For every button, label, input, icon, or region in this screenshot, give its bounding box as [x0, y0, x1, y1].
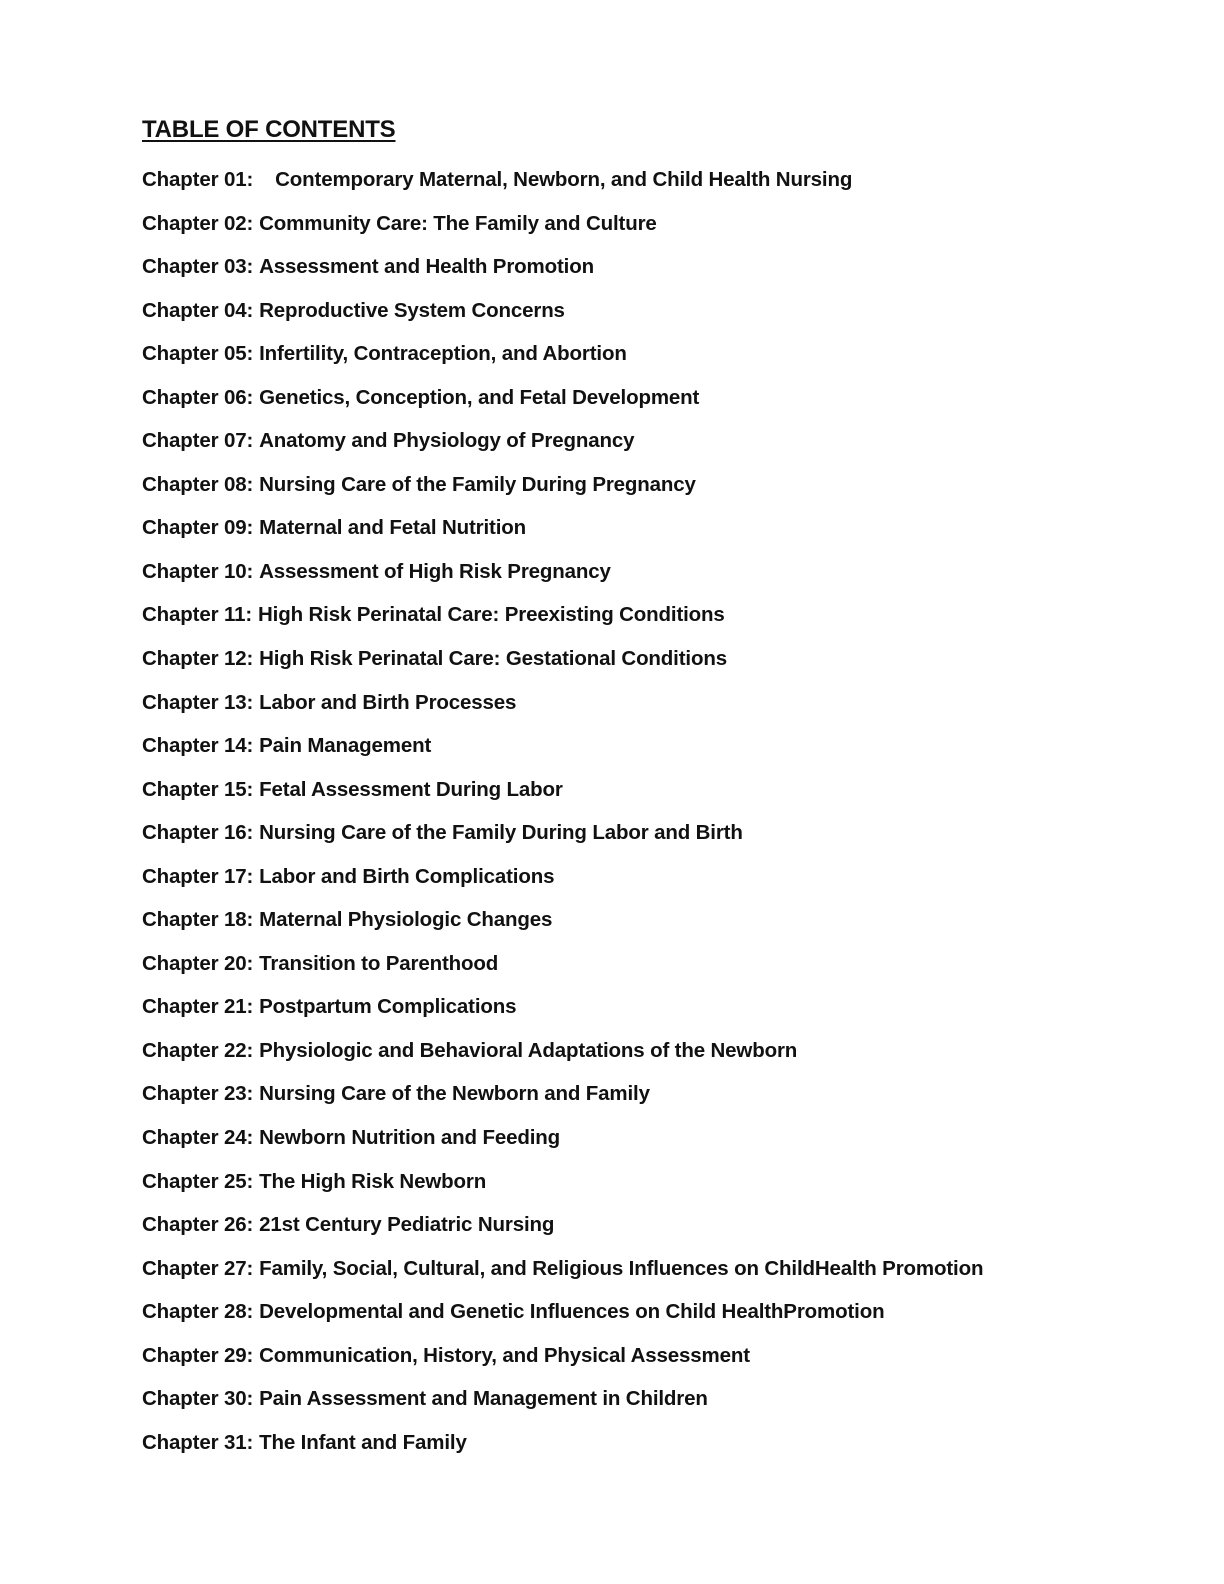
chapter-title: Labor and Birth Complications	[259, 864, 555, 888]
toc-entry	[142, 514, 983, 558]
chapter-number: Chapter 27:	[142, 1256, 254, 1280]
chapter-number: Chapter 20:	[142, 951, 254, 975]
toc-entry	[142, 993, 983, 1037]
toc-entry	[142, 1037, 983, 1081]
toc-entry	[142, 1255, 983, 1299]
chapter-title: Community Care: The Family and Culture	[259, 211, 657, 235]
chapter-title: Maternal and Fetal Nutrition	[259, 516, 527, 540]
chapter-number: Chapter 10:	[142, 559, 254, 583]
toc-entry	[142, 384, 983, 428]
toc-entry	[142, 732, 983, 776]
chapter-number: Chapter 26:	[142, 1213, 254, 1237]
toc-entry	[142, 1168, 983, 1212]
chapter-number: Chapter 07:	[142, 429, 254, 453]
chapter-number: Chapter 29:	[142, 1343, 254, 1367]
chapter-number: Chapter 25:	[142, 1169, 254, 1193]
chapter-title: Pain Management	[259, 734, 432, 758]
chapter-number: Chapter 16:	[142, 821, 254, 845]
toc-entry	[142, 689, 983, 733]
chapter-number: Chapter 14:	[142, 734, 254, 758]
chapter-number: Chapter 21:	[142, 995, 254, 1019]
toc-entry	[142, 1429, 983, 1473]
chapter-title: Communication, History, and Physical Assessment	[259, 1343, 750, 1367]
chapter-title: Nursing Care of the Newborn and Family	[259, 1082, 650, 1106]
toc-entry	[142, 1124, 983, 1168]
toc-entry	[142, 601, 983, 645]
chapter-title: Physiologic and Behavioral Adaptations of the Newborn	[259, 1038, 798, 1062]
chapter-title: 21st Century Pediatric Nursing	[259, 1213, 555, 1237]
chapter-number: Chapter 13:	[142, 690, 254, 714]
chapter-title: The Infant and Family	[259, 1430, 467, 1454]
toc-entry	[142, 1298, 983, 1342]
chapter-number: Chapter 17:	[142, 864, 254, 888]
toc-entry	[142, 1211, 983, 1255]
toc-entry	[142, 776, 983, 820]
toc-entry	[142, 253, 983, 297]
toc-entry	[142, 819, 983, 863]
chapter-title: Fetal Assessment During Labor	[259, 777, 563, 801]
chapter-title: Contemporary Maternal, Newborn, and Child Health Nursing	[275, 168, 853, 191]
toc-entry	[142, 1385, 983, 1429]
toc-entry	[142, 558, 983, 602]
chapter-title: Reproductive System Concerns	[259, 298, 565, 322]
chapter-title: Assessment and Health Promotion	[259, 255, 594, 279]
chapter-number: Chapter 30:	[142, 1387, 254, 1411]
toc-entry	[142, 645, 983, 689]
toc-entry	[142, 950, 983, 994]
chapter-number: Chapter 24:	[142, 1126, 254, 1150]
chapter-number: Chapter 28:	[142, 1300, 254, 1324]
chapter-title: Genetics, Conception, and Fetal Development	[259, 385, 700, 409]
chapter-number: Chapter 23:	[142, 1082, 254, 1106]
chapter-number: Chapter 01:	[142, 168, 254, 191]
chapter-title: The High Risk Newborn	[259, 1169, 487, 1193]
toc-entry	[142, 1342, 983, 1386]
chapter-title: Infertility, Contraception, and Abortion	[259, 342, 627, 366]
chapter-title: Labor and Birth Processes	[259, 690, 517, 714]
chapter-title: High Risk Perinatal Care: Preexisting Conditions	[258, 603, 725, 627]
toc-entry	[142, 340, 983, 384]
chapter-number: Chapter 15:	[142, 777, 254, 801]
chapter-title: Anatomy and Physiology of Pregnancy	[259, 429, 635, 453]
chapter-number: Chapter 22:	[142, 1038, 254, 1062]
chapter-number: Chapter 08:	[142, 472, 254, 496]
chapter-title: High Risk Perinatal Care: Gestational Conditions	[259, 647, 727, 671]
chapter-number: Chapter 05:	[142, 342, 254, 366]
toc-entry	[142, 906, 983, 950]
toc-entry	[142, 1080, 983, 1124]
chapter-number: Chapter 31:	[142, 1430, 254, 1454]
chapter-title: Nursing Care of the Family During Labor and Birth	[259, 821, 743, 845]
chapter-title: Maternal Physiologic Changes	[259, 908, 553, 932]
chapter-title: Developmental and Genetic Influences on Child HealthPromotion	[259, 1300, 885, 1324]
chapter-number: Chapter 06:	[142, 385, 254, 409]
chapter-number: Chapter 18:	[142, 908, 254, 932]
toc-entry	[142, 210, 983, 254]
chapter-number: Chapter 09:	[142, 516, 254, 540]
chapter-number: Chapter 04:	[142, 298, 254, 322]
toc-list	[142, 166, 983, 1472]
chapter-title: Transition to Parenthood	[259, 951, 499, 975]
chapter-title: Pain Assessment and Management in Children	[259, 1387, 708, 1411]
chapter-title: Postpartum Complications	[259, 995, 517, 1019]
toc-entry	[142, 471, 983, 515]
chapter-title: Assessment of High Risk Pregnancy	[259, 559, 611, 583]
chapter-title: Family, Social, Cultural, and Religious Influences on ChildHealth Promotion	[259, 1256, 984, 1280]
toc-entry	[142, 297, 983, 341]
chapter-number: Chapter 02:	[142, 211, 254, 235]
toc-entry	[142, 427, 983, 471]
chapter-number: Chapter 03:	[142, 255, 254, 279]
chapter-title: Newborn Nutrition and Feeding	[259, 1126, 560, 1150]
toc-entry	[142, 863, 983, 907]
page-title: TABLE OF CONTENTS	[142, 116, 396, 143]
chapter-number: Chapter 11:	[142, 603, 252, 627]
chapter-title: Nursing Care of the Family During Pregnancy	[259, 472, 696, 496]
chapter-number: Chapter 12:	[142, 647, 254, 671]
toc-entry	[142, 166, 983, 210]
